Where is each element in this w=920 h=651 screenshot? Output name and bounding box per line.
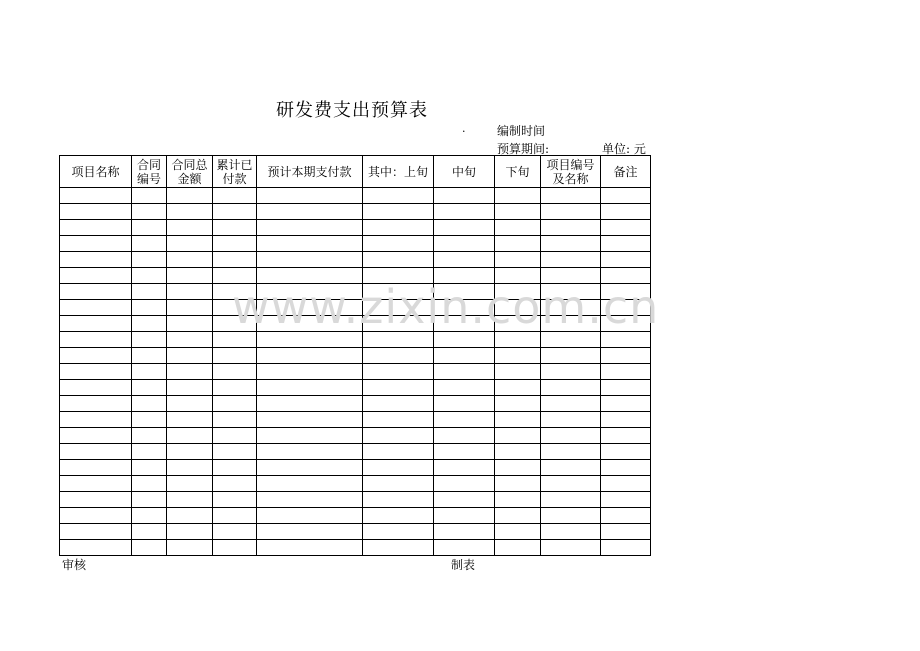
table-cell[interactable] (213, 252, 257, 268)
table-cell[interactable] (257, 460, 363, 476)
table-cell[interactable] (132, 284, 167, 300)
table-cell[interactable] (601, 348, 651, 364)
table-cell[interactable] (601, 428, 651, 444)
header-early-month: 其中：上旬 (363, 156, 434, 188)
table-cell[interactable] (60, 396, 132, 412)
watermark: www.zixin.com.cn (232, 280, 660, 334)
table-row (60, 268, 651, 284)
table-cell[interactable] (132, 492, 167, 508)
table-cell[interactable] (495, 380, 541, 396)
table-cell[interactable] (495, 220, 541, 236)
table-cell[interactable] (363, 268, 434, 284)
table-cell[interactable] (363, 380, 434, 396)
table-cell[interactable] (132, 236, 167, 252)
table-cell[interactable] (257, 476, 363, 492)
table-cell[interactable] (132, 364, 167, 380)
budget-table (59, 155, 651, 556)
table-cell[interactable] (434, 268, 495, 284)
table-cell[interactable] (167, 364, 213, 380)
table-cell[interactable] (257, 492, 363, 508)
table-cell[interactable] (60, 220, 132, 236)
table-cell[interactable] (132, 348, 167, 364)
table-row (60, 444, 651, 460)
table-cell[interactable] (132, 508, 167, 524)
table-row (60, 428, 651, 444)
table-cell[interactable] (60, 348, 132, 364)
table-cell[interactable] (213, 332, 257, 348)
table-cell[interactable] (257, 348, 363, 364)
table-cell[interactable] (257, 204, 363, 220)
table-cell[interactable] (167, 188, 213, 204)
table-cell[interactable] (257, 236, 363, 252)
table-cell[interactable] (257, 284, 363, 300)
table-cell[interactable] (257, 396, 363, 412)
dot-mark: . (462, 122, 466, 135)
table-cell[interactable] (132, 412, 167, 428)
table-cell[interactable] (363, 188, 434, 204)
table-cell[interactable] (213, 428, 257, 444)
table-cell[interactable] (601, 284, 651, 300)
table-cell[interactable] (363, 508, 434, 524)
table-cell[interactable] (434, 412, 495, 428)
table-cell[interactable] (541, 428, 601, 444)
table-cell[interactable] (363, 364, 434, 380)
budget-period-label: 预算期间: (497, 142, 550, 156)
table-cell[interactable] (601, 508, 651, 524)
compile-time-label: 编制时间 (497, 124, 546, 138)
table-cell[interactable] (213, 220, 257, 236)
table-cell[interactable] (132, 252, 167, 268)
table-cell[interactable] (132, 524, 167, 540)
table-cell[interactable] (541, 396, 601, 412)
table-cell[interactable] (132, 396, 167, 412)
table-cell[interactable] (495, 348, 541, 364)
table-row (60, 380, 651, 396)
table-cell[interactable] (434, 444, 495, 460)
table-cell[interactable] (167, 204, 213, 220)
table-cell[interactable] (132, 460, 167, 476)
table-cell[interactable] (213, 460, 257, 476)
table-cell[interactable] (60, 268, 132, 284)
table-body (60, 188, 651, 556)
table-cell[interactable] (601, 332, 651, 348)
table-cell[interactable] (434, 508, 495, 524)
table-cell[interactable] (167, 380, 213, 396)
table-cell[interactable] (167, 284, 213, 300)
table-cell[interactable] (213, 204, 257, 220)
table-cell[interactable] (60, 540, 132, 556)
table-cell[interactable] (434, 380, 495, 396)
table-cell[interactable] (213, 188, 257, 204)
table-row (60, 540, 651, 556)
table-cell[interactable] (213, 412, 257, 428)
table-cell[interactable] (601, 412, 651, 428)
table-cell[interactable] (363, 524, 434, 540)
table-cell[interactable] (601, 476, 651, 492)
table-cell[interactable] (434, 220, 495, 236)
table-cell[interactable] (363, 444, 434, 460)
table-cell[interactable] (257, 524, 363, 540)
table-cell[interactable] (541, 492, 601, 508)
table-cell[interactable] (213, 268, 257, 284)
table-cell[interactable] (495, 188, 541, 204)
table-cell[interactable] (434, 284, 495, 300)
header-paid-to-date: 累计已 付款 (213, 156, 257, 188)
table-cell[interactable] (541, 204, 601, 220)
table-cell[interactable] (167, 252, 213, 268)
table-cell[interactable] (495, 204, 541, 220)
table-cell[interactable] (213, 508, 257, 524)
table-row (60, 396, 651, 412)
table-cell[interactable] (60, 412, 132, 428)
table-cell[interactable] (213, 364, 257, 380)
table-cell[interactable] (601, 188, 651, 204)
table-cell[interactable] (60, 380, 132, 396)
table-cell[interactable] (495, 540, 541, 556)
table-row (60, 492, 651, 508)
table-cell[interactable] (257, 316, 363, 332)
table-cell[interactable] (167, 268, 213, 284)
table-cell[interactable] (495, 332, 541, 348)
table-cell[interactable] (434, 300, 495, 316)
table-cell[interactable] (363, 252, 434, 268)
table-cell[interactable] (495, 316, 541, 332)
table-cell[interactable] (434, 252, 495, 268)
header-remarks: 备注 (601, 156, 651, 188)
table-cell[interactable] (257, 380, 363, 396)
table-cell[interactable] (495, 236, 541, 252)
table-cell[interactable] (541, 332, 601, 348)
table-cell[interactable] (60, 236, 132, 252)
table-cell[interactable] (213, 524, 257, 540)
table-cell[interactable] (601, 524, 651, 540)
table-cell[interactable] (167, 460, 213, 476)
table-cell[interactable] (495, 524, 541, 540)
table-cell[interactable] (167, 492, 213, 508)
table-cell[interactable] (363, 204, 434, 220)
table-cell[interactable] (132, 316, 167, 332)
table-cell[interactable] (60, 364, 132, 380)
table-cell[interactable] (60, 316, 132, 332)
table-cell[interactable] (213, 380, 257, 396)
table-cell[interactable] (601, 380, 651, 396)
table-cell[interactable] (167, 316, 213, 332)
table-row (60, 188, 651, 204)
table-cell[interactable] (60, 252, 132, 268)
table-row (60, 412, 651, 428)
table-cell[interactable] (601, 204, 651, 220)
table-row (60, 300, 651, 316)
table-cell[interactable] (541, 508, 601, 524)
table-cell[interactable] (601, 364, 651, 380)
table-row (60, 236, 651, 252)
table-cell[interactable] (213, 492, 257, 508)
table-cell[interactable] (434, 364, 495, 380)
table-cell[interactable] (601, 396, 651, 412)
table-cell[interactable] (167, 444, 213, 460)
table-cell[interactable] (495, 284, 541, 300)
table-cell[interactable] (495, 300, 541, 316)
table-cell[interactable] (434, 348, 495, 364)
table-cell[interactable] (495, 508, 541, 524)
table-cell[interactable] (601, 316, 651, 332)
header-contract-total: 合同总 金额 (167, 156, 213, 188)
table-cell[interactable] (541, 252, 601, 268)
header-late-month: 下旬 (495, 156, 541, 188)
table-cell[interactable] (495, 412, 541, 428)
table-cell[interactable] (60, 204, 132, 220)
table-row (60, 284, 651, 300)
table-cell[interactable] (434, 204, 495, 220)
table-cell[interactable] (363, 316, 434, 332)
table-cell[interactable] (257, 252, 363, 268)
table-cell[interactable] (60, 444, 132, 460)
table-cell[interactable] (541, 412, 601, 428)
table-cell[interactable] (541, 380, 601, 396)
table-cell[interactable] (363, 540, 434, 556)
table-cell[interactable] (541, 348, 601, 364)
table-cell[interactable] (541, 220, 601, 236)
header-mid-month: 中旬 (434, 156, 495, 188)
table-cell[interactable] (601, 300, 651, 316)
table-cell[interactable] (601, 236, 651, 252)
table-row (60, 220, 651, 236)
table-cell[interactable] (541, 188, 601, 204)
table-cell[interactable] (363, 412, 434, 428)
table-cell[interactable] (601, 492, 651, 508)
table-cell[interactable] (363, 428, 434, 444)
table-cell[interactable] (434, 492, 495, 508)
table-cell[interactable] (434, 332, 495, 348)
table-cell[interactable] (257, 412, 363, 428)
table-row (60, 252, 651, 268)
table-row (60, 524, 651, 540)
table-cell[interactable] (363, 396, 434, 412)
table-cell[interactable] (213, 348, 257, 364)
table-cell[interactable] (60, 332, 132, 348)
header-project-name: 项目名称 (60, 156, 132, 188)
table-cell[interactable] (132, 476, 167, 492)
table-cell[interactable] (167, 524, 213, 540)
table-cell[interactable] (167, 348, 213, 364)
table-row (60, 476, 651, 492)
table-cell[interactable] (167, 412, 213, 428)
table-cell[interactable] (434, 396, 495, 412)
table-cell[interactable] (213, 236, 257, 252)
table-cell[interactable] (601, 252, 651, 268)
header-row (60, 156, 651, 188)
table-cell[interactable] (434, 316, 495, 332)
table-row (60, 332, 651, 348)
table-cell[interactable] (495, 268, 541, 284)
table-cell[interactable] (257, 444, 363, 460)
table-cell[interactable] (541, 364, 601, 380)
table-cell[interactable] (60, 508, 132, 524)
table-cell[interactable] (541, 524, 601, 540)
table-cell[interactable] (257, 428, 363, 444)
table-cell[interactable] (601, 444, 651, 460)
table-cell[interactable] (541, 236, 601, 252)
table-cell[interactable] (495, 492, 541, 508)
table-cell[interactable] (213, 540, 257, 556)
table-cell[interactable] (495, 396, 541, 412)
table-cell[interactable] (167, 332, 213, 348)
review-label: 审核 (62, 558, 87, 572)
table-cell[interactable] (167, 476, 213, 492)
table-cell[interactable] (132, 540, 167, 556)
table-cell[interactable] (363, 476, 434, 492)
table-cell[interactable] (257, 364, 363, 380)
table-cell[interactable] (60, 284, 132, 300)
table-cell[interactable] (363, 220, 434, 236)
table-cell[interactable] (434, 476, 495, 492)
table-cell[interactable] (363, 332, 434, 348)
table-cell[interactable] (363, 300, 434, 316)
table-cell[interactable] (60, 428, 132, 444)
table-cell[interactable] (363, 236, 434, 252)
table-row (60, 460, 651, 476)
table-cell[interactable] (132, 204, 167, 220)
table-cell[interactable] (132, 220, 167, 236)
table-cell[interactable] (60, 524, 132, 540)
table-cell[interactable] (132, 300, 167, 316)
table-cell[interactable] (601, 460, 651, 476)
table-cell[interactable] (434, 236, 495, 252)
table-cell[interactable] (363, 460, 434, 476)
table-cell[interactable] (541, 476, 601, 492)
table-cell[interactable] (541, 316, 601, 332)
table-row (60, 364, 651, 380)
table-cell[interactable] (495, 460, 541, 476)
table-cell[interactable] (167, 540, 213, 556)
table-cell[interactable] (363, 492, 434, 508)
table-cell[interactable] (495, 428, 541, 444)
table-cell[interactable] (434, 540, 495, 556)
table-cell[interactable] (60, 476, 132, 492)
page-title: 研发费支出预算表 (276, 100, 428, 121)
table-cell[interactable] (132, 332, 167, 348)
table-cell[interactable] (601, 540, 651, 556)
table-cell[interactable] (132, 188, 167, 204)
table-cell[interactable] (60, 492, 132, 508)
table-cell[interactable] (495, 476, 541, 492)
table-cell[interactable] (132, 444, 167, 460)
table-cell[interactable] (60, 460, 132, 476)
table-cell[interactable] (213, 396, 257, 412)
table-cell[interactable] (167, 396, 213, 412)
header-expected-payment: 预计本期支付款 (257, 156, 363, 188)
table-cell[interactable] (213, 284, 257, 300)
table-cell[interactable] (434, 428, 495, 444)
table-cell[interactable] (434, 188, 495, 204)
table-cell[interactable] (257, 188, 363, 204)
table-cell[interactable] (363, 284, 434, 300)
table-cell[interactable] (257, 300, 363, 316)
table-cell[interactable] (60, 188, 132, 204)
header-project-code: 项目编号 及名称 (541, 156, 601, 188)
table-cell[interactable] (541, 284, 601, 300)
unit-label: 单位: 元 (602, 142, 646, 156)
table-row (60, 508, 651, 524)
table-cell[interactable] (60, 300, 132, 316)
table-cell[interactable] (495, 444, 541, 460)
table-row (60, 204, 651, 220)
table-cell[interactable] (167, 300, 213, 316)
table-cell[interactable] (132, 268, 167, 284)
table-cell[interactable] (167, 220, 213, 236)
prepared-by-label: 制表 (451, 558, 476, 572)
table-cell[interactable] (257, 540, 363, 556)
table-cell[interactable] (601, 220, 651, 236)
table-cell[interactable] (132, 428, 167, 444)
table-cell[interactable] (213, 476, 257, 492)
table-cell[interactable] (495, 252, 541, 268)
table-cell[interactable] (213, 300, 257, 316)
table-cell[interactable] (167, 236, 213, 252)
table-cell[interactable] (434, 524, 495, 540)
table-cell[interactable] (257, 268, 363, 284)
table-cell[interactable] (541, 460, 601, 476)
table-cell[interactable] (541, 540, 601, 556)
table-row (60, 316, 651, 332)
table-row (60, 348, 651, 364)
table-cell[interactable] (167, 508, 213, 524)
table-cell[interactable] (213, 444, 257, 460)
table-cell[interactable] (132, 380, 167, 396)
header-contract-no: 合同 编号 (132, 156, 167, 188)
table-cell[interactable] (541, 300, 601, 316)
table-cell[interactable] (541, 268, 601, 284)
table-cell[interactable] (257, 508, 363, 524)
table-cell[interactable] (601, 268, 651, 284)
table-cell[interactable] (363, 348, 434, 364)
table-cell[interactable] (167, 428, 213, 444)
table-cell[interactable] (434, 460, 495, 476)
table-cell[interactable] (257, 332, 363, 348)
table-cell[interactable] (541, 444, 601, 460)
table-cell[interactable] (495, 364, 541, 380)
table-cell[interactable] (257, 220, 363, 236)
table-cell[interactable] (213, 316, 257, 332)
